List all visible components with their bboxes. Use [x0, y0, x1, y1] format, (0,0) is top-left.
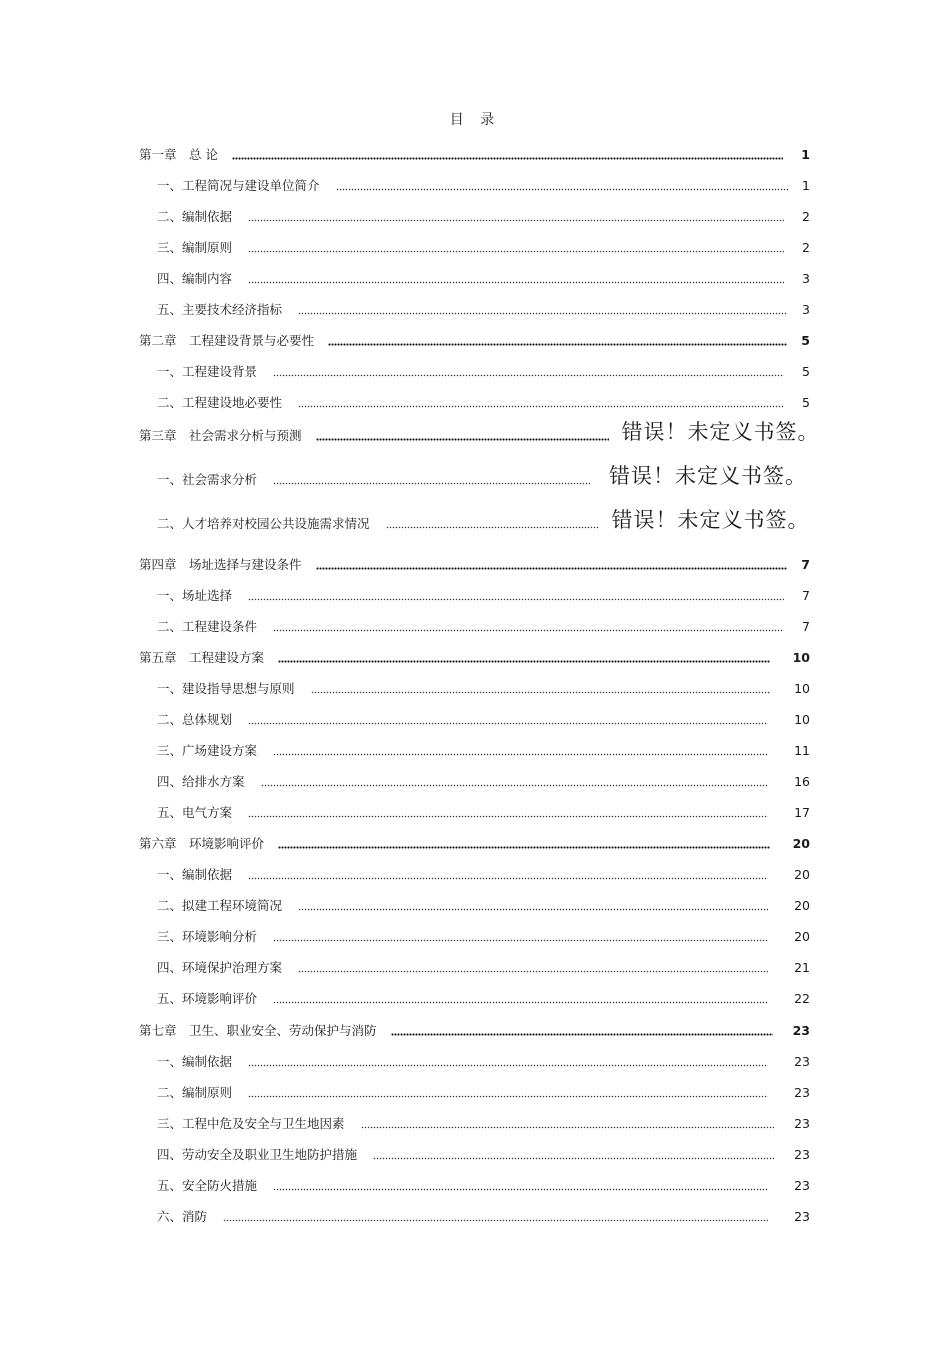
- toc-entry-label: 一、编制依据: [157, 1054, 233, 1069]
- toc-entry[interactable]: [157, 296, 810, 318]
- toc-entry[interactable]: [157, 358, 810, 380]
- toc-entry-page: 5: [802, 364, 810, 379]
- toc-entry-page: 3: [802, 271, 810, 286]
- toc-entry-label: 一、工程简况与建设单位简介: [157, 178, 320, 193]
- toc-entry-page: 7: [802, 619, 810, 634]
- toc-entry-page: 20: [794, 898, 810, 913]
- dot-leader: [223, 1210, 768, 1222]
- toc-entry-page: 22: [794, 991, 810, 1006]
- toc-entry[interactable]: [139, 644, 810, 666]
- toc-entry[interactable]: [157, 203, 810, 225]
- dot-leader: [261, 775, 769, 787]
- dot-leader: [298, 303, 786, 315]
- toc-entry[interactable]: [157, 1110, 810, 1132]
- dot-leader: [273, 992, 768, 1004]
- toc-entry-label: 四、给排水方案: [157, 774, 245, 789]
- toc-entry[interactable]: [157, 172, 810, 194]
- dot-leader: [273, 365, 784, 377]
- dot-leader: [298, 396, 784, 408]
- toc-entry[interactable]: [157, 389, 810, 411]
- toc-entry-label: 一、社会需求分析: [157, 472, 258, 487]
- toc-entry[interactable]: [139, 830, 810, 852]
- toc-entry-page: 7: [801, 557, 810, 572]
- toc-entry-page: 23: [794, 1209, 810, 1224]
- toc-entry[interactable]: [157, 799, 810, 821]
- toc-entry[interactable]: [157, 613, 810, 635]
- toc-entry[interactable]: [139, 551, 810, 573]
- toc-entry-page: 2: [802, 240, 810, 255]
- toc-entry-label: 第四章 场址选择与建设条件: [139, 557, 302, 572]
- dot-leader: [232, 148, 783, 160]
- toc-entry-page: 7: [802, 588, 810, 603]
- dot-leader: [273, 930, 768, 942]
- toc-entry-page: 20: [794, 867, 810, 882]
- toc-entry[interactable]: [157, 675, 810, 697]
- dot-leader: [361, 1117, 775, 1129]
- toc-entry[interactable]: [157, 923, 810, 945]
- dot-leader: [248, 1086, 768, 1098]
- dot-leader: [248, 272, 784, 284]
- toc-entry-page: 错误！未定义书签。: [609, 464, 808, 488]
- toc-entry-label: 第二章 工程建设背景与必要性: [139, 333, 315, 348]
- dot-leader: [248, 713, 768, 725]
- toc-entry-page: 23: [794, 1085, 810, 1100]
- toc-entry[interactable]: [157, 954, 810, 976]
- toc-entry-label: 三、工程中危及安全与卫生地因素: [157, 1116, 345, 1131]
- dot-leader: [273, 620, 784, 632]
- toc-entry-label: 二、编制原则: [157, 1085, 233, 1100]
- toc-entry[interactable]: [157, 1079, 810, 1101]
- toc-entry-label: 二、拟建工程环境简况: [157, 898, 283, 913]
- toc-entry-label: 五、主要技术经济指标: [157, 302, 283, 317]
- dot-leader: [386, 517, 599, 529]
- dot-leader: [373, 1148, 774, 1160]
- toc-entry[interactable]: [139, 414, 820, 444]
- toc-entry-label: 三、编制原则: [157, 240, 233, 255]
- toc-entry[interactable]: [139, 141, 810, 163]
- toc-entry-label: 五、电气方案: [157, 805, 233, 820]
- dot-leader: [298, 899, 768, 911]
- toc-entry[interactable]: [157, 1172, 810, 1194]
- toc-entry[interactable]: [139, 327, 810, 349]
- toc-entry-page: 23: [792, 1023, 810, 1038]
- dot-leader: [336, 179, 789, 191]
- toc-entry-label: 四、编制内容: [157, 271, 233, 286]
- toc-entry[interactable]: [157, 985, 810, 1007]
- toc-entry-label: 一、编制依据: [157, 867, 233, 882]
- toc-entry-label: 二、工程建设地必要性: [157, 395, 283, 410]
- dot-leader: [316, 558, 788, 570]
- toc-entry-page: 11: [794, 743, 810, 758]
- toc-entry[interactable]: [157, 737, 810, 759]
- toc-entry-page: 5: [802, 395, 810, 410]
- toc-entry[interactable]: [157, 1141, 810, 1163]
- toc-title: 目 录: [449, 112, 501, 128]
- toc-entry[interactable]: [157, 502, 810, 532]
- toc-entry-page: 3: [802, 302, 810, 317]
- toc-entry-page: 10: [792, 650, 810, 665]
- toc-entry-page: 23: [794, 1147, 810, 1162]
- toc-entry-label: 一、场址选择: [157, 588, 233, 603]
- toc-entry-label: 三、广场建设方案: [157, 743, 258, 758]
- dot-leader: [298, 961, 768, 973]
- toc-entry[interactable]: [157, 1203, 810, 1225]
- toc-entry-page: 20: [794, 929, 810, 944]
- toc-entry[interactable]: [157, 861, 810, 883]
- toc-entry-page: 23: [794, 1054, 810, 1069]
- dot-leader: [391, 1024, 773, 1036]
- toc-entry-label: 六、消防: [157, 1209, 208, 1224]
- toc-entry-page: 2: [802, 209, 810, 224]
- toc-entry-label: 第七章 卫生、职业安全、劳动保护与消防: [139, 1023, 377, 1038]
- dot-leader: [248, 210, 784, 222]
- dot-leader: [248, 806, 768, 818]
- toc-entry-label: 第六章 环境影响评价: [139, 836, 265, 851]
- toc-entry[interactable]: [157, 265, 810, 287]
- toc-entry-label: 二、工程建设条件: [157, 619, 258, 634]
- toc-entry-label: 三、环境影响分析: [157, 929, 258, 944]
- dot-leader: [273, 744, 768, 756]
- dot-leader: [248, 241, 784, 253]
- toc-entry[interactable]: [157, 706, 810, 728]
- toc-entry-page: 20: [792, 836, 810, 851]
- toc-entry-label: 一、建设指导思想与原则: [157, 681, 295, 696]
- toc-entry-label: 二、总体规划: [157, 712, 233, 727]
- toc-entry[interactable]: [157, 892, 810, 914]
- toc-entry-page: 1: [802, 178, 810, 193]
- dot-leader: [273, 1179, 768, 1191]
- dot-leader: [273, 473, 590, 485]
- toc-entry-page: 17: [794, 805, 810, 820]
- toc-entry-page: 10: [794, 681, 810, 696]
- dot-leader: [248, 1055, 768, 1067]
- toc-entry[interactable]: [157, 768, 810, 790]
- toc-entry[interactable]: [157, 1048, 810, 1070]
- toc-entry-label: 五、安全防火措施: [157, 1178, 258, 1193]
- toc-entry-label: 五、环境影响评价: [157, 991, 258, 1006]
- toc-entry-label: 四、环境保护治理方案: [157, 960, 283, 975]
- toc-entry-label: 二、人才培养对校园公共设施需求情况: [157, 516, 370, 531]
- toc-entry[interactable]: [157, 582, 810, 604]
- dot-leader: [278, 651, 770, 663]
- toc-entry-page: 16: [794, 774, 810, 789]
- toc-entry-label: 二、编制依据: [157, 209, 233, 224]
- toc-entry-label: 四、劳动安全及职业卫生地防护措施: [157, 1147, 358, 1162]
- toc-entry-page: 1: [801, 147, 810, 162]
- toc-entry[interactable]: [157, 234, 810, 256]
- dot-leader: [248, 589, 784, 601]
- dot-leader: [278, 837, 770, 849]
- toc-entry-label: 一、工程建设背景: [157, 364, 258, 379]
- toc-entry-label: 第一章 总 论: [139, 147, 218, 162]
- toc-entry-page: 23: [794, 1178, 810, 1193]
- toc-entry[interactable]: [139, 1017, 810, 1039]
- toc-entry-label: 第三章 社会需求分析与预测: [139, 428, 302, 443]
- dot-leader: [328, 334, 787, 346]
- toc-entry-page: 错误！未定义书签。: [621, 420, 820, 444]
- toc-entry-page: 23: [794, 1116, 810, 1131]
- toc-entry-page: 21: [794, 960, 810, 975]
- toc-entry-label: 第五章 工程建设方案: [139, 650, 265, 665]
- toc-entry-page: 错误！未定义书签。: [611, 508, 810, 532]
- toc-entry[interactable]: [157, 458, 810, 488]
- toc-entry-page: 5: [801, 333, 810, 348]
- dot-leader: [248, 868, 768, 880]
- dot-leader: [311, 682, 772, 694]
- dot-leader: [316, 429, 609, 441]
- toc-entry-page: 10: [794, 712, 810, 727]
